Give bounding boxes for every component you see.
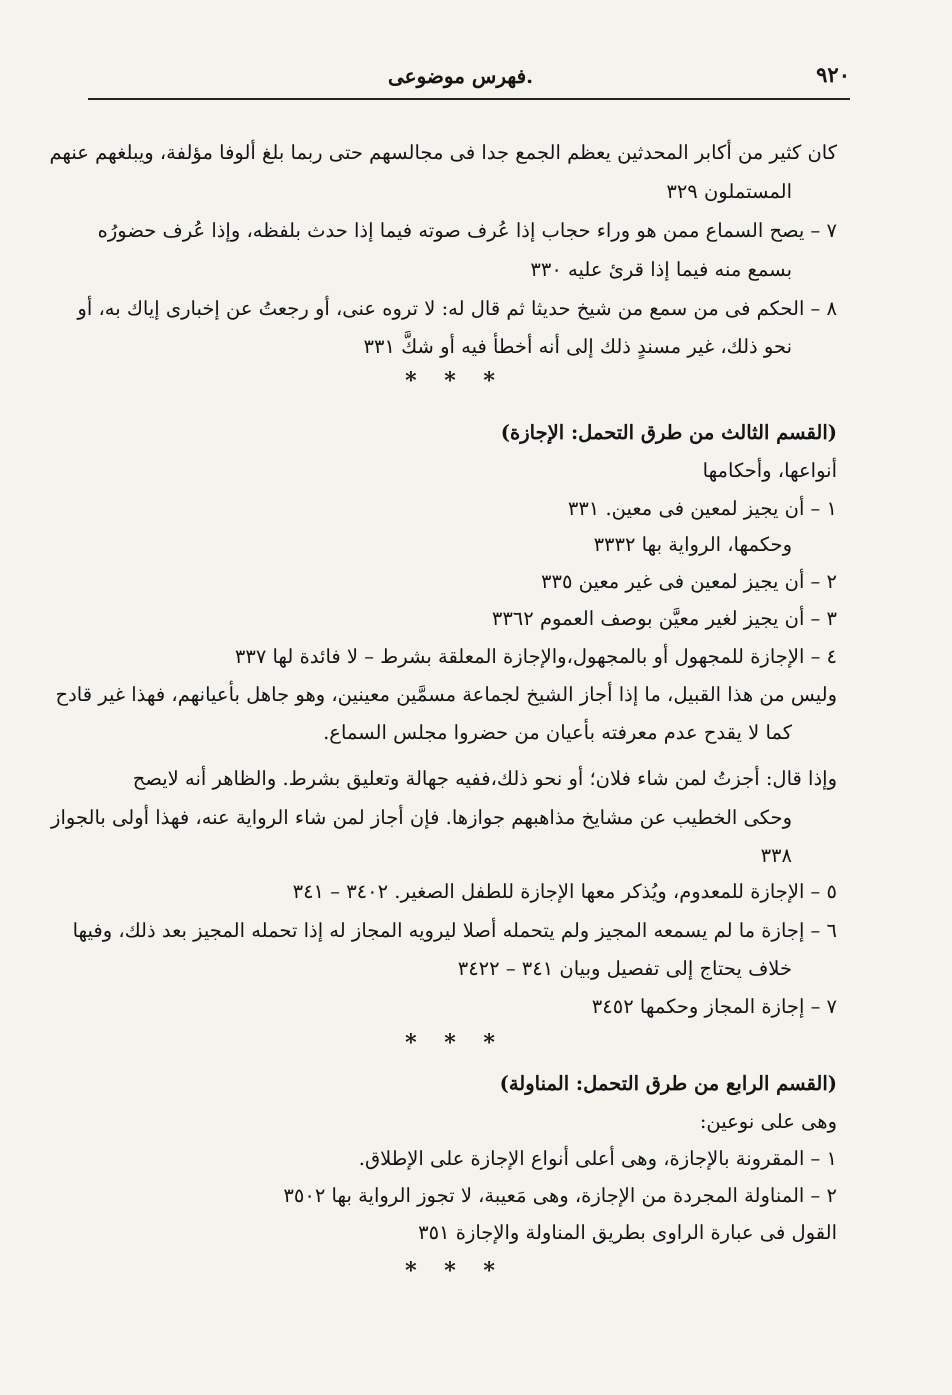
text-line: كما لا يقدح عدم معرفته بأعيان من حضروا مجلس السماع. (323, 721, 792, 744)
text-line: ٣٣٨ (760, 844, 792, 867)
list-item: ٧ – إجازة المجاز وحكمها ٣٤٥٢ (591, 995, 837, 1018)
section-separator: * * * (405, 1030, 505, 1056)
text-line: خلاف يحتاج إلى تفصيل وبيان ٣٤١ – ٣٤٢٢ (457, 957, 792, 980)
text-line: المستملون ٣٢٩ (666, 180, 792, 203)
text-line: بسمع منه فيما إذا قرئ عليه ٣٣٠ (530, 258, 792, 281)
running-title: فهرس موضوعى. (388, 64, 534, 88)
text-line: نحو ذلك، غير مسندٍ ذلك إلى أنه أخطأ فيه أو شكَّ ٣٣١ (363, 335, 792, 358)
section-separator: * * * (405, 1258, 505, 1284)
list-item: ٦ – إجازة ما لم يسمعه المجيز ولم يتحمله أصلا ليرويه المجاز له إذا تحمله المجيز بعد ذلك، وفيها (72, 919, 837, 942)
page-number: ٩٢٠ (816, 62, 850, 87)
text-line: وليس من هذا القبيل، ما إذا أجاز الشيخ لجماعة مسمَّين معينين، وهو جاهل بأعيانهم، فهذا غير قادح (55, 683, 837, 706)
list-item: ٥ – الإجازة للمعدوم، ويُذكر معها الإجازة للطفل الصغير. ٣٤٠٢ – ٣٤١ (292, 880, 837, 903)
list-item: ٢ – أن يجيز لمعين فى غير معين ٣٣٥ (541, 570, 837, 593)
list-item: ١ – المقرونة بالإجازة، وهى أعلى أنواع الإجازة على الإطلاق. (358, 1147, 837, 1170)
text-line: وحكى الخطيب عن مشايخ مذاهبهم جوازها. فإن أجاز لمن شاء الرواية عنه، فهذا أولى بالجواز (51, 806, 792, 829)
text-line: ٧ – يصح السماع ممن هو وراء حجاب إذا عُرف صوته فيما إذا حدث بلفظه، وإذا عُرف حضورُه (97, 219, 837, 242)
list-item: ٣ – أن يجيز لغير معيَّن بوصف العموم ٣٣٦٢ (491, 607, 837, 630)
text-line: وحكمها، الرواية بها ٣٣٣٢ (593, 533, 792, 556)
text-line: أنواعها، وأحكامها (702, 459, 837, 482)
text-line: وهى على نوعين: (699, 1110, 837, 1133)
list-item: ١ – أن يجيز لمعين فى معين. ٣٣١ (567, 497, 837, 520)
list-item: ٢ – المناولة المجردة من الإجازة، وهى مَعيبة، لا تجوز الرواية بها ٣٥٠٢ (283, 1184, 837, 1207)
text-line: القول فى عبارة الراوى بطريق المناولة والإجازة ٣٥١ (418, 1221, 837, 1244)
section-heading: (القسم الرابع من طرق التحمل: المناولة) (499, 1072, 837, 1095)
section-heading: (القسم الثالث من طرق التحمل: الإجازة) (500, 421, 837, 444)
page-header (88, 58, 850, 100)
section-separator: * * * (405, 368, 505, 394)
text-line: وإذا قال: أجزتُ لمن شاء فلان؛ أو نحو ذلك،ففيه جهالة وتعليق بشرط. والظاهر أنه لايصح (132, 767, 837, 790)
text-line: كان كثير من أكابر المحدثين يعظم الجمع جدا فى مجالسهم حتى ربما بلغ ألوفا مؤلفة، ويبلغهم عنهم (49, 141, 837, 164)
text-line: ٨ – الحكم فى من سمع من شيخ حديثا ثم قال له: لا تروه عنى، أو رجعتُ عن إخبارى إياك به، أو (77, 297, 837, 320)
list-item: ٤ – الإجازة للمجهول أو بالمجهول،والإجازة المعلقة بشرط – لا فائدة لها ٣٣٧ (234, 645, 837, 668)
